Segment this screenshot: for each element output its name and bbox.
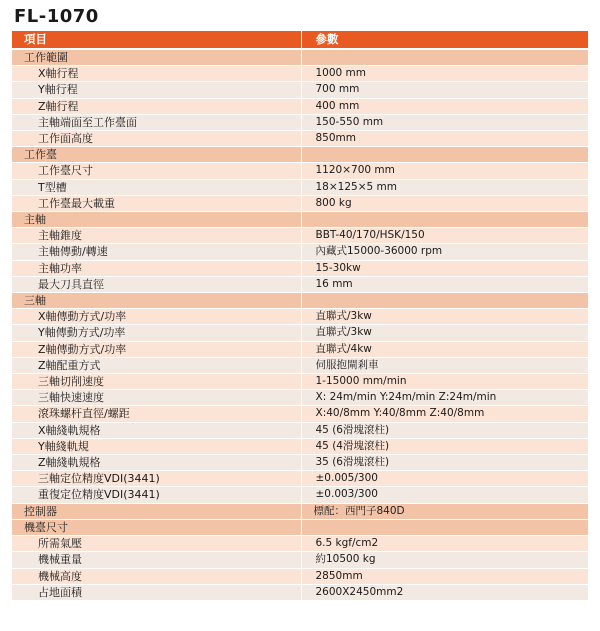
section-label: 主軸 (12, 212, 301, 228)
row-value: 6.5 kgf/cm2 (301, 536, 588, 552)
page-title: FL-1070 (14, 6, 99, 27)
row-value: 約10500 kg (301, 552, 588, 568)
table-row (12, 309, 588, 325)
row-value: 16 mm (301, 276, 588, 292)
row-value: 45 (6滑塊滾柱) (301, 422, 588, 438)
row-label: 所需氣壓 (12, 536, 301, 552)
table-row (12, 179, 588, 195)
table-row (12, 244, 588, 260)
table-row (12, 195, 588, 211)
section-value: 標配：西門子840D (301, 503, 588, 519)
table-row (12, 260, 588, 276)
row-value: 2600X2450mm2 (301, 584, 588, 600)
row-label: Z軸綫軌規格 (12, 455, 301, 471)
table-row (12, 357, 588, 373)
row-value: 1120×700 mm (301, 163, 588, 179)
section-value (301, 519, 588, 535)
table-row (12, 276, 588, 292)
row-value: 35 (6滑塊滾柱) (301, 455, 588, 471)
row-value: 1000 mm (301, 66, 588, 82)
row-label: Z軸行程 (12, 98, 301, 114)
header-param: 參數 (301, 31, 588, 49)
header-item: 項目 (12, 31, 301, 49)
section-label: 控制器 (12, 503, 301, 519)
row-label: 三軸快速速度 (12, 390, 301, 406)
section-value (301, 212, 588, 228)
row-label: 占地面積 (12, 584, 301, 600)
table-row (12, 82, 588, 98)
row-label: 主軸端面至工作臺面 (12, 114, 301, 130)
row-label: 工作臺尺寸 (12, 163, 301, 179)
row-label: 工作面高度 (12, 131, 301, 147)
section-value (301, 49, 588, 66)
row-label: 三軸定位精度VDI(3441) (12, 471, 301, 487)
row-value: X:40/8mm Y:40/8mm Z:40/8mm (301, 406, 588, 422)
row-value: 內藏式15000-36000 rpm (301, 244, 588, 260)
table-row (12, 471, 588, 487)
row-label: 主軸傳動/轉速 (12, 244, 301, 260)
row-label: 主軸功率 (12, 260, 301, 276)
section-label: 工作臺 (12, 147, 301, 163)
table-row (12, 568, 588, 584)
section-label: 三軸 (12, 293, 301, 309)
row-value: 直聯式/4kw (301, 341, 588, 357)
table-row (12, 325, 588, 341)
row-label: X軸行程 (12, 66, 301, 82)
row-value: 伺服抱閘剎車 (301, 357, 588, 373)
row-value: 18×125×5 mm (301, 179, 588, 195)
row-label: Z軸配重方式 (12, 357, 301, 373)
row-value: 2850mm (301, 568, 588, 584)
table-row (12, 228, 588, 244)
row-label: X軸傳動方式/功率 (12, 309, 301, 325)
table-row (12, 114, 588, 130)
table-row (12, 552, 588, 568)
table-row (12, 390, 588, 406)
table-row (12, 584, 588, 600)
table-row (12, 66, 588, 82)
table-row (12, 438, 588, 454)
section-header-row (12, 519, 588, 535)
section-label: 工作範圍 (12, 49, 301, 66)
row-label: 主軸錐度 (12, 228, 301, 244)
row-label: Y軸行程 (12, 82, 301, 98)
row-label: T型槽 (12, 179, 301, 195)
row-label: 工作臺最大載重 (12, 195, 301, 211)
section-header-row (12, 49, 588, 66)
section-header-row (12, 147, 588, 163)
section-header-row (12, 212, 588, 228)
row-label: Z軸傳動方式/功率 (12, 341, 301, 357)
row-value: 400 mm (301, 98, 588, 114)
row-value: 800 kg (301, 195, 588, 211)
table-row (12, 98, 588, 114)
section-value (301, 147, 588, 163)
spec-table (12, 31, 588, 601)
table-row (12, 536, 588, 552)
row-value: 700 mm (301, 82, 588, 98)
section-value (301, 293, 588, 309)
row-value: 150-550 mm (301, 114, 588, 130)
row-value: 850mm (301, 131, 588, 147)
spec-table-body (12, 31, 588, 600)
section-header-row (12, 503, 588, 519)
row-value: BBT-40/170/HSK/150 (301, 228, 588, 244)
row-value: 1-15000 mm/min (301, 374, 588, 390)
row-label: Y軸綫軌規 (12, 438, 301, 454)
row-label: X軸綫軌規格 (12, 422, 301, 438)
row-label: 三軸切削速度 (12, 374, 301, 390)
row-value: 45 (4滑塊滾柱) (301, 438, 588, 454)
table-row (12, 374, 588, 390)
table-row (12, 341, 588, 357)
row-label: 機械高度 (12, 568, 301, 584)
row-label: 機械重量 (12, 552, 301, 568)
table-row (12, 406, 588, 422)
table-row (12, 422, 588, 438)
row-label: 重復定位精度VDI(3441) (12, 487, 301, 503)
row-value: 直聯式/3kw (301, 325, 588, 341)
row-value: 直聯式/3kw (301, 309, 588, 325)
row-label: Y軸傳動方式/功率 (12, 325, 301, 341)
row-label: 滾珠螺杆直徑/螺距 (12, 406, 301, 422)
section-header-row (12, 293, 588, 309)
row-value: ±0.003/300 (301, 487, 588, 503)
table-row (12, 131, 588, 147)
table-row (12, 487, 588, 503)
row-label: 最大刀具直徑 (12, 276, 301, 292)
section-label: 機臺尺寸 (12, 519, 301, 535)
table-row (12, 455, 588, 471)
row-value: ±0.005/300 (301, 471, 588, 487)
row-value: 15-30kw (301, 260, 588, 276)
table-header-row (12, 31, 588, 49)
table-row (12, 163, 588, 179)
row-value: X: 24m/min Y:24m/min Z:24m/min (301, 390, 588, 406)
